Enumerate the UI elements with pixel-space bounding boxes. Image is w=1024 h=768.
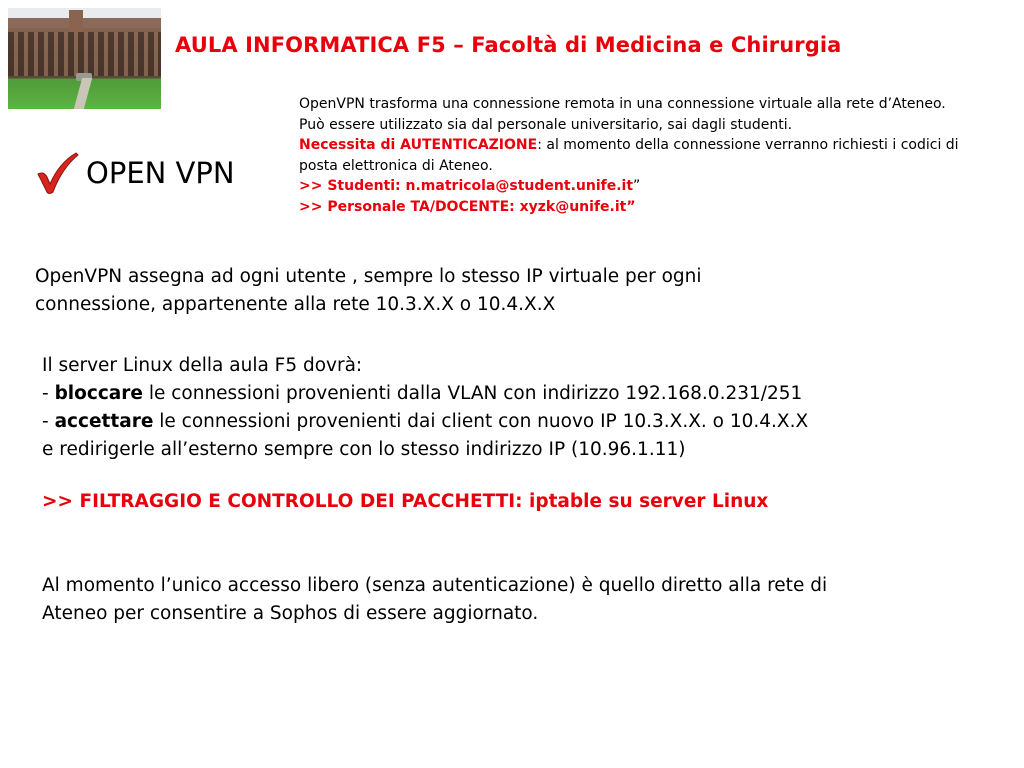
photo-path bbox=[74, 78, 92, 109]
rule-block bbox=[42, 380, 808, 408]
intro-staff: >> Personale TA/DOCENTE: xyzk@unife.it” bbox=[299, 198, 636, 215]
intro-auth bbox=[299, 135, 989, 176]
photo-tower bbox=[69, 10, 83, 32]
paragraph1-line-1: OpenVPN assegna ad ogni utente , sempre lo stesso IP virtuale per ogni bbox=[35, 266, 702, 287]
filter-note: >> FILTRAGGIO E CONTROLLO DEI PACCHETTI: iptable su server Linux bbox=[42, 491, 769, 512]
cloister-photo bbox=[8, 8, 161, 109]
rule-block-keyword: bloccare bbox=[54, 383, 143, 404]
paragraph3-line-1: Al momento l’unico accesso libero (senza autenticazione) è quello diretto alla rete di bbox=[42, 575, 828, 596]
intro-students bbox=[299, 176, 989, 197]
heading-text: OPEN VPN bbox=[86, 156, 235, 190]
intro-line-1: OpenVPN trasforma una connessione remota in una connessione virtuale alla rete d’Ateneo. bbox=[299, 96, 946, 112]
rule-block-text: le connessioni provenienti dalla VLAN con indirizzo 192.168.0.231/251 bbox=[142, 383, 803, 404]
rule-accept-text: le connessioni provenienti dai client con nuovo IP 10.3.X.X. o 10.4.X.X bbox=[153, 411, 809, 432]
students-email: >> Studenti: n.matricola@student.unife.it bbox=[299, 178, 634, 194]
rule-block-prefix: - bbox=[42, 383, 55, 404]
rule-accept-keyword: accettare bbox=[54, 411, 154, 432]
paragraph-server-rules bbox=[42, 352, 808, 464]
rule-accept bbox=[42, 408, 808, 436]
photo-roof bbox=[8, 18, 161, 28]
page-title: AULA INFORMATICA F5 – Facoltà di Medicina e Chirurgia bbox=[175, 33, 842, 57]
photo-arches bbox=[8, 32, 161, 76]
paragraph2-line-1: Il server Linux della aula F5 dovrà: bbox=[42, 355, 363, 376]
paragraph2-line-4: e redirigerle all’esterno sempre con lo stesso indirizzo IP (10.96.1.11) bbox=[42, 439, 686, 460]
section-heading bbox=[34, 150, 235, 196]
paragraph1-line-2: connessione, appartenente alla rete 10.3.X.X o 10.4.X.X bbox=[35, 294, 556, 315]
paragraph-free-access bbox=[42, 572, 827, 628]
students-suffix: ” bbox=[633, 178, 641, 194]
auth-label: Necessita di AUTENTICAZIONE bbox=[299, 137, 538, 153]
auth-text: : al momento della connessione verranno richiesti i codici di posta elettronica di Ateneo. bbox=[299, 137, 959, 174]
checkmark-icon bbox=[34, 150, 80, 196]
paragraph-ip-assignment bbox=[35, 263, 702, 319]
intro-block bbox=[299, 94, 989, 217]
paragraph3-line-2: Ateneo per consentire a Sophos di essere aggiornato. bbox=[42, 603, 539, 624]
intro-line-2: Può essere utilizzato sia dal personale universitario, sai dagli studenti. bbox=[299, 116, 793, 133]
rule-accept-prefix: - bbox=[42, 411, 55, 432]
